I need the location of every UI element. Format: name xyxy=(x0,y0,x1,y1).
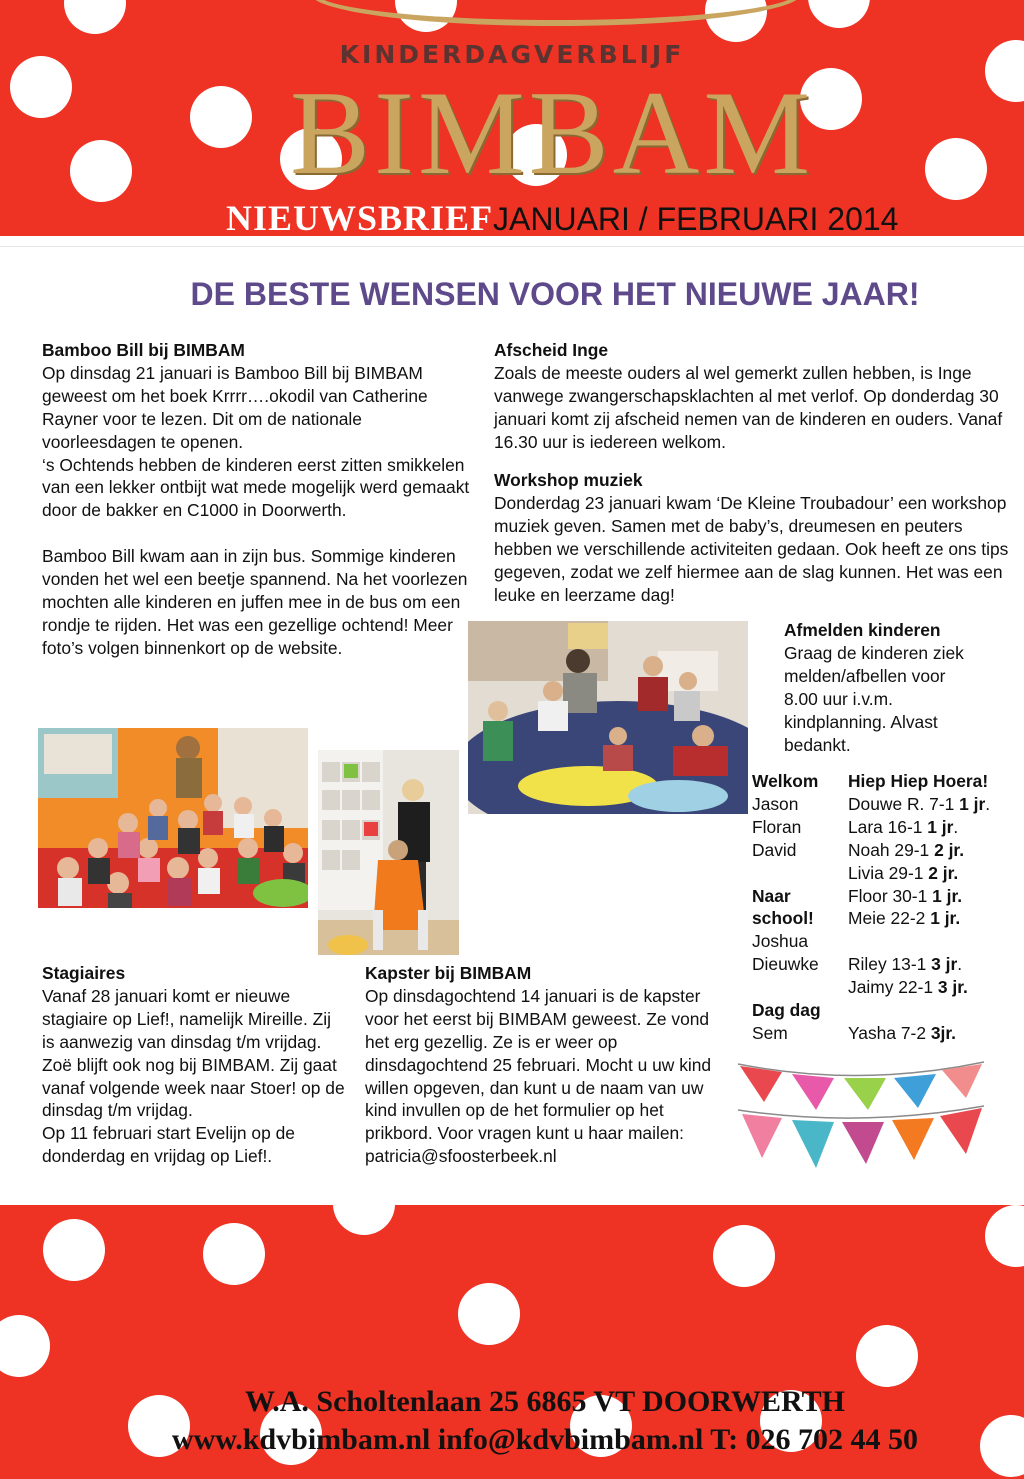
birthday-heading: Hiep Hiep Hoera! xyxy=(848,771,989,791)
footer-contact: www.kdvbimbam.nl info@kdvbimbam.nl T: 026 702 44 50 xyxy=(171,1423,919,1456)
birthday-row: Lara 16-1 1 jr. xyxy=(848,816,959,837)
article-paragraph: Vanaf 28 januari komt er nieuwe stagiaire op Lief!, namelijk Mireille. Zij is aanwezig van dinsdag t/m vrijdag. Zoë blijft ook nog bij BIMBAM. Zij gaat vanaf volgende week naar Stoer! op de dinsdag t/m vrijdag. xyxy=(42,985,345,1121)
article-title: Workshop muziek xyxy=(494,470,643,490)
article-bamboo-bill xyxy=(42,339,472,660)
birthday-row: Floor 30-1 1 jr. xyxy=(848,885,963,906)
dagdag-heading: Dag dag xyxy=(752,1000,821,1021)
article-paragraph: Op dinsdagochtend 14 januari is de kapster voor het eerst bij BIMBAM geweest. Ze vond het erg gezellig. Ze is er weer op dinsdagochtend 25 februari. Mocht u uw kind willen opgeven, dan kunt u de naam van uw kind invullen op de het formulier op het prikbord. Voor vragen kunt u haar mailen: xyxy=(365,985,712,1144)
article-title: Afmelden kinderen xyxy=(784,620,941,640)
dagdag-name: Sem xyxy=(752,1022,788,1043)
article-stagiaires xyxy=(42,962,347,1168)
header-divider xyxy=(0,246,1024,247)
polka-dot xyxy=(458,1283,520,1345)
page-headline: DE BESTE WENSEN VOOR HET NIEUWE JAAR! xyxy=(190,276,920,312)
org-name: KINDERDAGVERBLIJF xyxy=(339,40,685,69)
school-heading: school! xyxy=(752,908,814,929)
article-paragraph: Op 11 februari start Evelijn op de donderdag en vrijdag op Lief!. xyxy=(42,1123,295,1167)
article-paragraph: Graag de kinderen ziek melden/afbellen voor 8.00 uur i.v.m. kindplanning. Alvast bedankt. xyxy=(784,642,964,755)
polka-dot xyxy=(808,0,870,28)
footer-banner xyxy=(0,1205,1024,1479)
birthday-row: Jaimy 22-1 3 jr. xyxy=(848,977,968,998)
birthday-row: Livia 29-1 2 jr. xyxy=(848,862,959,883)
polka-dot xyxy=(64,0,126,34)
article-workshop-muziek xyxy=(494,469,1019,606)
birthday-row: Yasha 7-2 3jr. xyxy=(848,1022,956,1043)
welkom-heading: Welkom xyxy=(752,771,819,791)
footer-address: W.A. Scholtenlaan 25 6865 VT DOORWERTH xyxy=(245,1385,845,1418)
article-kapster xyxy=(365,962,725,1168)
article-afscheid-inge xyxy=(494,339,1024,454)
article-title: Bamboo Bill bij BIMBAM xyxy=(42,340,245,360)
polka-dot xyxy=(43,1219,105,1281)
polka-dot xyxy=(333,1205,395,1235)
birthday-row: Riley 13-1 3 jr. xyxy=(848,954,963,975)
article-paragraph: Donderdag 23 januari kwam ‘De Kleine Troubadour’ een workshop muziek geven. Samen met de baby’s, dreumesen en peuters hebben we verschillende activiteiten gedaan. Ook heeft ze ons tips gegeven, zodat we zelf hiermee aan de slag kunnen. Het was een leuke en leerzame dag! xyxy=(494,492,1009,605)
birthday-row: Meie 22-2 1 jr. xyxy=(848,908,961,929)
photo-bamboo-bill-group xyxy=(38,728,308,908)
welkom-name: Floran xyxy=(752,816,802,837)
school-name: Joshua xyxy=(752,931,809,952)
brand-logo: BIMBAM xyxy=(289,66,815,199)
welkom-name: David xyxy=(752,839,797,860)
article-paragraph: ‘s Ochtends hebben de kinderen eerst zitten smikkelen van een lekker ontbijt wat mede mogelijk werd gemaakt door de bakker en C1000 in Doorwerth. xyxy=(42,454,470,521)
birthday-row: Noah 29-1 2 jr. xyxy=(848,839,965,860)
article-afmelden xyxy=(784,619,974,756)
email-link[interactable]: patricia@sfoosterbeek.nl xyxy=(365,1146,557,1167)
article-title: Stagiaires xyxy=(42,963,126,983)
polka-dot xyxy=(203,1223,265,1285)
school-name: Dieuwke xyxy=(752,954,819,975)
article-paragraph: Op dinsdag 21 januari is Bamboo Bill bij BIMBAM geweest om het boek Krrrr….okodil van Catherine Rayner voor te lezen. Dit om de nationale voorleesdagen te openen. xyxy=(42,362,428,452)
school-heading: Naar xyxy=(752,885,791,906)
photo-kapster xyxy=(318,750,459,955)
newsletter-word: NIEUWSBRIEF xyxy=(226,198,494,236)
edition-date: JANUARI / FEBRUARI 2014 xyxy=(493,201,899,237)
article-title: Afscheid Inge xyxy=(494,340,609,360)
article-paragraph: Bamboo Bill kwam aan in zijn bus. Sommige kinderen vonden het wel een beetje spannend. Na het voorlezen mochten alle kinderen en juffen mee in de bus om een rondje te rijden. Het was een gezellige ochtend! Meer foto’s volgen binnenkort op de website. xyxy=(42,546,468,658)
birthday-row: Douwe R. 7-1 1 jr. xyxy=(848,793,991,814)
polka-dot xyxy=(985,1205,1024,1267)
polka-dot xyxy=(713,1225,775,1287)
photo-workshop-muziek xyxy=(468,621,748,814)
polka-dot xyxy=(0,1315,50,1377)
article-title: Kapster bij BIMBAM xyxy=(365,963,532,983)
bunting-decoration xyxy=(734,1058,989,1173)
polka-dot xyxy=(856,1325,918,1387)
welkom-name: Jason xyxy=(752,793,799,814)
article-paragraph: Zoals de meeste ouders al wel gemerkt zullen hebben, is Inge vanwege zwangerschapsklachten al met verlof. Op donderdag 30 januari komt zij afscheid nemen van de kinderen en ouders. Vanaf 16.30 uur is iedereen welkom. xyxy=(494,362,1003,452)
